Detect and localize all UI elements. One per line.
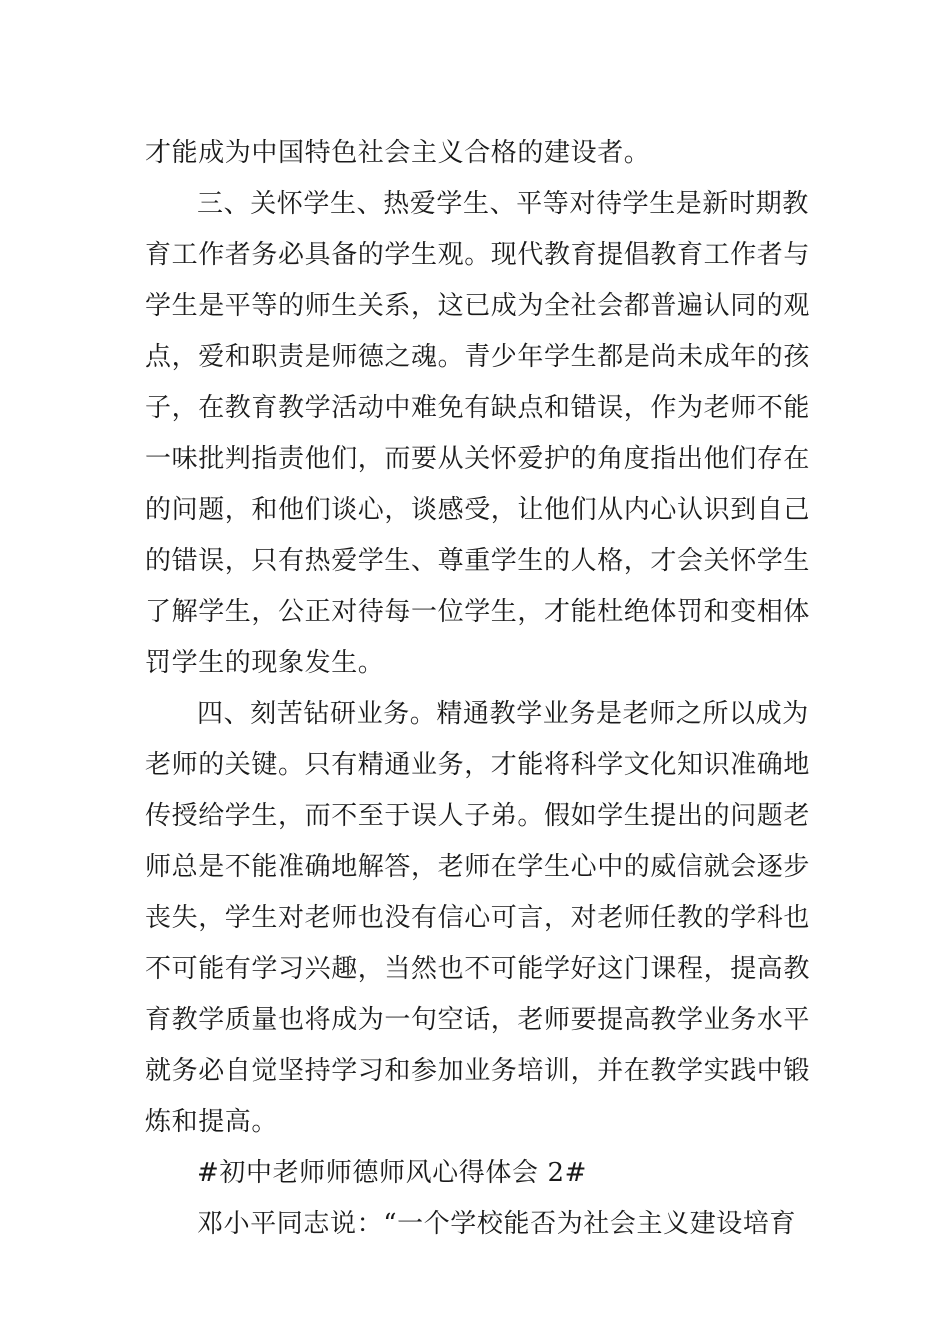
text-line-17: 不可能有学习兴趣，当然也不可能学好这门课程，提高教 bbox=[145, 954, 811, 984]
text-line-7: 一味批判指责他们，而要从关怀爱护的角度指出他们存在 bbox=[145, 444, 811, 474]
text-line-12: 四、刻苦钻研业务。精通教学业务是老师之所以成为 bbox=[197, 699, 809, 729]
text-line-5: 点，爱和职责是师德之魂。青少年学生都是尚未成年的孩 bbox=[145, 342, 811, 372]
text-line-4: 学生是平等的师生关系，这已成为全社会都普遍认同的观 bbox=[145, 291, 811, 321]
text-line-1: 才能成为中国特色社会主义合格的建设者。 bbox=[145, 138, 651, 168]
text-line-20: 炼和提高。 bbox=[145, 1107, 279, 1137]
text-line-9: 的错误，只有热爱学生、尊重学生的人格，才会关怀学生 bbox=[145, 546, 811, 576]
section-heading: #初中老师师德师风心得体会 2# bbox=[197, 1158, 587, 1188]
text-line-2: 三、关怀学生、热爱学生、平等对待学生是新时期教 bbox=[197, 189, 809, 219]
text-line-6: 子，在教育教学活动中难免有缺点和错误，作为老师不能 bbox=[145, 393, 811, 423]
text-line-3: 育工作者务必具备的学生观。现代教育提倡教育工作者与 bbox=[145, 240, 811, 270]
text-line-22: 邓小平同志说：“一个学校能否为社会主义建设培育 bbox=[197, 1209, 797, 1239]
document-body bbox=[145, 128, 811, 1250]
text-line-19: 就务必自觉坚持学习和参加业务培训，并在教学实践中锻 bbox=[145, 1056, 811, 1086]
text-line-8: 的问题，和他们谈心，谈感受，让他们从内心认识到自己 bbox=[145, 495, 811, 525]
text-line-16: 丧失，学生对老师也没有信心可言，对老师任教的学科也 bbox=[145, 903, 811, 933]
text-line-13: 老师的关键。只有精通业务，才能将科学文化知识准确地 bbox=[145, 750, 811, 780]
text-line-18: 育教学质量也将成为一句空话，老师要提高教学业务水平 bbox=[145, 1005, 811, 1035]
text-line-11: 罚学生的现象发生。 bbox=[145, 648, 385, 678]
text-line-14: 传授给学生，而不至于误人子弟。假如学生提出的问题老 bbox=[145, 801, 811, 831]
text-line-10: 了解学生，公正对待每一位学生，才能杜绝体罚和变相体 bbox=[145, 597, 811, 627]
text-line-15: 师总是不能准确地解答，老师在学生心中的威信就会逐步 bbox=[145, 852, 811, 882]
